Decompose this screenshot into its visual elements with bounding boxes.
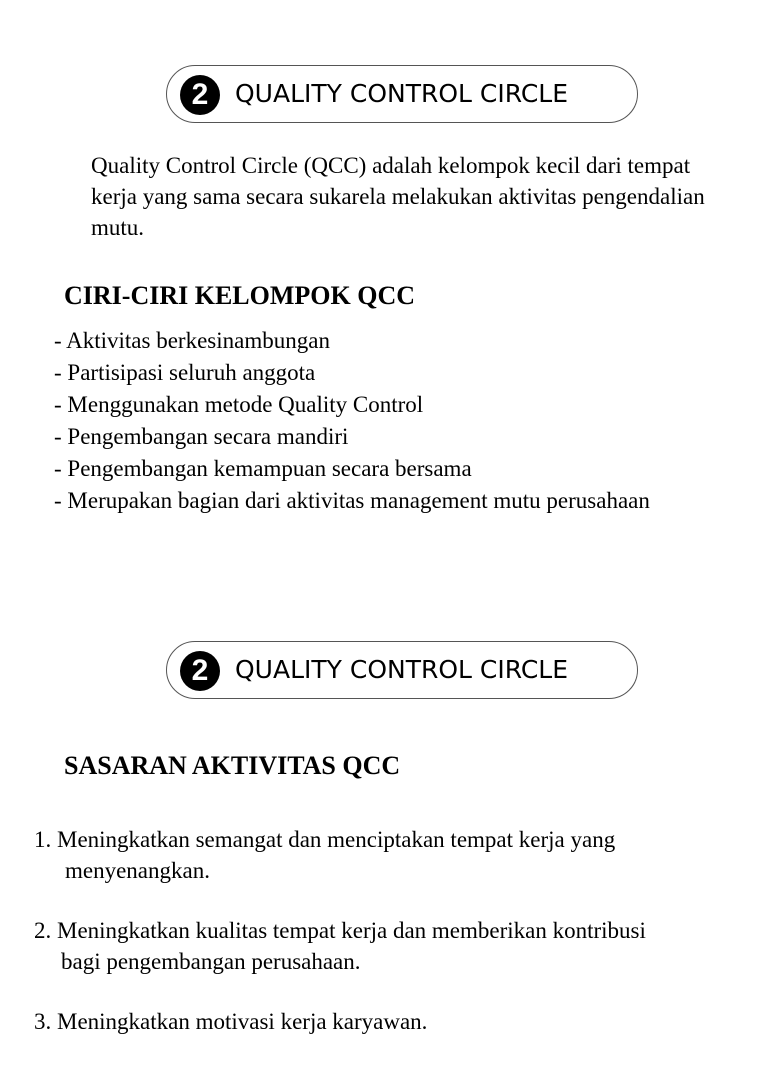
banner-title: QUALITY CONTROL CIRCLE [235, 655, 569, 684]
list-item [34, 1006, 754, 1037]
list-item: - Partisipasi seluruh anggota [54, 360, 316, 385]
target-line-continued: bagi pengembangan perusahaan. [61, 949, 361, 974]
list-item: - Menggunakan metode Quality Control [54, 392, 424, 417]
list-item: - Pengembangan kemampuan secara bersama [54, 456, 472, 481]
characteristics-list [54, 325, 650, 517]
targets-heading: SASARAN AKTIVITAS QCC [64, 751, 401, 780]
target-line-continued: menyenangkan. [65, 858, 210, 883]
list-item [34, 915, 754, 977]
list-item: - Aktivitas berkesinambungan [54, 328, 330, 353]
targets-list [34, 824, 754, 1066]
list-item: - Pengembangan secara mandiri [54, 424, 349, 449]
section-banner-2 [166, 641, 638, 699]
banner-title: QUALITY CONTROL CIRCLE [235, 79, 569, 108]
number-badge-icon: 2 [180, 75, 220, 115]
target-line: 3. Meningkatkan motivasi kerja karyawan. [34, 1009, 428, 1034]
target-line: 1. Meningkatkan semangat dan menciptakan tempat kerja yang [34, 827, 616, 852]
number-badge-icon: 2 [180, 651, 220, 691]
list-item: - Merupakan bagian dari aktivitas management mutu perusahaan [54, 488, 650, 513]
list-item [34, 824, 754, 886]
section-banner-1 [166, 65, 638, 123]
qcc-definition: Quality Control Circle (QCC) adalah kelompok kecil dari tempat kerja yang sama secara sukarela melakukan aktivitas pengendalian mutu. [91, 153, 705, 240]
characteristics-heading: CIRI-CIRI KELOMPOK QCC [64, 281, 416, 310]
target-line: 2. Meningkatkan kualitas tempat kerja dan memberikan kontribusi [34, 918, 646, 943]
